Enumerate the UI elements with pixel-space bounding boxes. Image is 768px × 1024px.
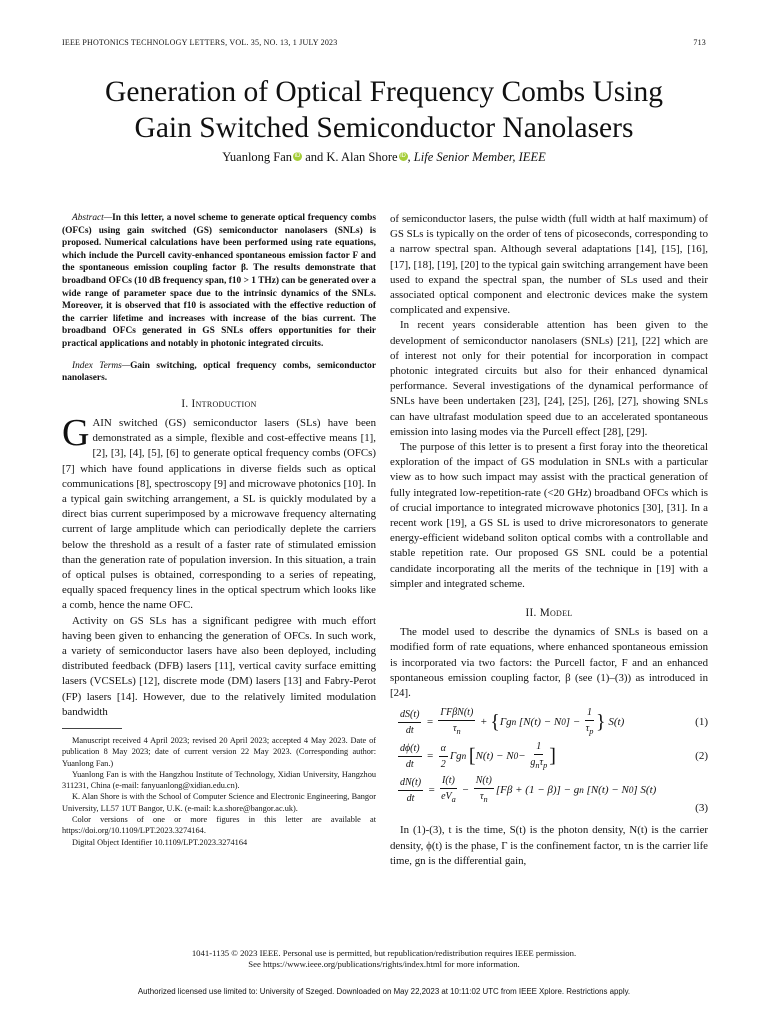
author-affiliation: , Life Senior Member, IEEE xyxy=(407,150,546,164)
license-notice: Authorized licensed use limited to: University of Szeged. Downloaded on May 22,2023 at 10:11:02 UTC from IEEE Xplore. Restrictions apply. xyxy=(137,987,631,996)
section-title-model: II. Model xyxy=(525,607,573,620)
page-number: 713 xyxy=(693,38,706,47)
intro-paragraph-2-continued: of semiconductor lasers, the pulse width (full width at half maximum) of GS SLs is typically on the order of tens of picoseconds, corresponding to a narrow spectral span. Although several adaptations [14], [15], [16], [17], [18], [19], [20] to the typical gain switching arrangement have been used to expand the spectral span, the number of SLs used and their associated optical component and electronic devices make the system complicated and expensive. xyxy=(390,213,708,317)
footnote-rule xyxy=(62,728,122,729)
index-terms-text: Gain switching, optical frequency combs, semiconductor nanolasers. xyxy=(62,360,376,384)
journal-citation: IEEE PHOTONICS TECHNOLOGY LETTERS, VOL. 35, NO. 13, 1 JULY 2023 xyxy=(62,38,338,47)
model-paragraph-2: In (1)-(3), t is the time, S(t) is the photon density, N(t) is the carrier density, ϕ(t) is the phase, Γ is the confinement factor, τn is the carrier life time, gn is the differential gain, xyxy=(390,824,708,867)
title-line-1: Generation of Optical Frequency Combs Using xyxy=(105,76,663,108)
rate-equations xyxy=(390,705,708,817)
author-line xyxy=(40,150,728,165)
equation-1: $\frac{dS(t)}{dt}$ = $\frac{\text{ΓFβN(t)}}{\tau_n}$ + { Γg n [N(t) − N 0 ] − $\frac{1}{\tau_p}$ } S(t) (1) xyxy=(400,707,708,737)
footnote-manuscript: Manuscript received 4 April 2023; revised 20 April 2023; accepted 4 May 2023. Date of publication 8 May 2023; date of current version 22 May 2023. (Corresponding author: Yuanlong Fan.) xyxy=(62,735,376,768)
section-title-introduction: I. Introduction xyxy=(181,397,257,410)
equation-2: $\frac{d\phi(t)}{dt}$ = $\frac{\alpha}{2}$ Γg n [ N(t) − N 0 − $\frac{1}{g_n\tau_p}$ ] (2) xyxy=(400,741,708,771)
equation-2-number: (2) xyxy=(695,749,708,762)
orcid-icon[interactable]: iD xyxy=(400,153,406,159)
running-header xyxy=(62,38,706,47)
intro-paragraph-2: Activity on GS SLs has a significant pedigree with much effort having been given to enhancing the generation of OFCs. In such work, a variety of semiconductor lasers have also been deployed, including distributed feedback (DFB) lasers [11], vertical cavity surface emitting lasers (VCSELs) [12], discrete mode (DM) lasers [13] and Fabry-Perot (FP) lasers [14]. However, due to the relatively limited modulation bandwidth xyxy=(62,614,376,718)
equation-3-number: (3) xyxy=(695,802,708,815)
intro-paragraph-1 xyxy=(62,411,376,614)
author-2: and K. Alan Shore xyxy=(302,150,398,164)
equation-1-number: (1) xyxy=(695,715,708,728)
index-terms xyxy=(62,360,376,385)
intro-p1-text: AIN switched (GS) semiconductor lasers (SLs) have been demonstrated as a simple, flexible and cost-effective means [1], [2], [3], [4], [5], [6] to generate optical frequency combs (OFCs) [7] which have found applications in diverse fields such as optical communications [8], spectroscopy [9] and microwave photonics [10]. In a typical gain switching arrangement, a SL is quickly modulated by a direct bias current superimposed by a microwave frequency alternating current of large amplitude which can periodically deplete the carriers below the threshold as a result of a faster rate of stimulated emission than the generation rate of population inversion. In this situation, a train of optical pulses is obtained, corresponding to a series of repeating, equally spaced frequency lines in the optical spectrum which looks like a comb, hence the name OFC. xyxy=(62,416,376,612)
copyright-footer xyxy=(0,948,768,970)
orcid-icon[interactable]: iD xyxy=(294,153,301,159)
equation-3: $\frac{dN(t)}{dt}$ = $\frac{I(t)}{eV_a}$ − $\frac{N(t)}{\tau_n}$ [Fβ + (1 − β)] − g n [N(t) − N 0 ] S(t) xyxy=(400,775,657,805)
left-column xyxy=(62,212,376,848)
footnote-author-1: Yuanlong Fan is with the Hangzhou Institute of Technology, Xidian University, Hangzhou 311231, China (e-mail: fanyuanlong@xidian.edu.cn). xyxy=(62,769,376,791)
footnotes xyxy=(62,735,376,848)
index-terms-label: Index Terms— xyxy=(72,360,131,371)
footnote-color: Color versions of one or more figures in this letter are available at https://doi.org/10.1109/LPT.2023.3274164. xyxy=(62,815,376,836)
abstract xyxy=(62,212,376,351)
footnote-doi: Digital Object Identifier 10.1109/LPT.2023.3274164 xyxy=(72,837,248,847)
author-1: Yuanlong Fan xyxy=(222,150,293,164)
rights-line: See https://www.ieee.org/publications/rights/index.html for more information. xyxy=(248,959,520,969)
title-line-2: Gain Switched Semiconductor Nanolasers xyxy=(134,112,634,144)
footnote-author-2: K. Alan Shore is with the School of Computer Science and Electronic Engineering, Bangor University, LL57 1UT Bangor, U.K. (e-mail: k.a.shore@bangor.ac.uk). xyxy=(62,792,376,813)
intro-paragraph-3: In recent years considerable attention has been given to the development of semiconductor nanolasers (SNLs) [21], [22] which are of interest not only for their potential for incorporation in compact photonic integrated circuits but also for their enhanced dynamical performance. Several investigations of the dynamical performance of SNLs have been undertaken [23], [24], [25], [26], [27], showing SNLs can have ultrafast modulation speed due to an accelerated spontaneous emission into lasing modes via the Purcell effect [28], [29]. xyxy=(390,319,708,438)
intro-paragraph-4: The purpose of this letter is to present a first foray into the theoretical exploration of the impact of GS modulation in SNLs with a particular view as to how such impact may assist with the practical generation of fully integrated low-repetition-rate (<20 GHz) broadband OFCs which is of crucial importance to integrated microwave photonics [30], [31]. In a recent work [19], a GS SL is used to drive microresonators to generate energy-efficient wideband soliton optical combs with a controllable and stable repetition rate. Our proposed GS SNL could be a potential candidate incorporating all the merits of the technique in [19] with a simpler and integrated scheme. xyxy=(390,441,708,590)
model-paragraph-1: The model used to describe the dynamics of SNLs is based on a modified form of rate equations, where enhanced spontaneous emission is incorporated via two factors: the Purcell factor, F and an enhanced spontaneous emission coupling factor, β (see (1)–(3)) as introduced in [24]. xyxy=(390,626,708,700)
right-column xyxy=(390,212,708,869)
drop-cap: G xyxy=(62,411,90,454)
abstract-label: Abstract— xyxy=(72,213,113,223)
copyright-line: 1041-1135 © 2023 IEEE. Personal use is permitted, but republication/redistribution requires IEEE permission. xyxy=(191,948,577,958)
abstract-text: In this letter, a novel scheme to generate optical frequency combs (OFCs) using gain switched (GS) semiconductor nanolasers (SNLs) is proposed. Numerical calculations have been performed using rate equations, which include the Purcell cavity-enhanced spontaneous emission factor F and the spontaneous emission coupling factor β. The results demonstrate that broadband OFCs (10 dB frequency span, f10 > 1 THz) can be generated over a wide range of parameter space due to the intrinsic dynamics of the SNLs. Moreover, it is observed that f10 is associated with the effective reduction of the carrier lifetime and increases with increase of the bias current. The broadband OFCs generated in GS SNLs offers opportunities for their practical applications and notably in photonic integrated circuits. xyxy=(62,213,376,349)
paper-title xyxy=(40,74,728,146)
